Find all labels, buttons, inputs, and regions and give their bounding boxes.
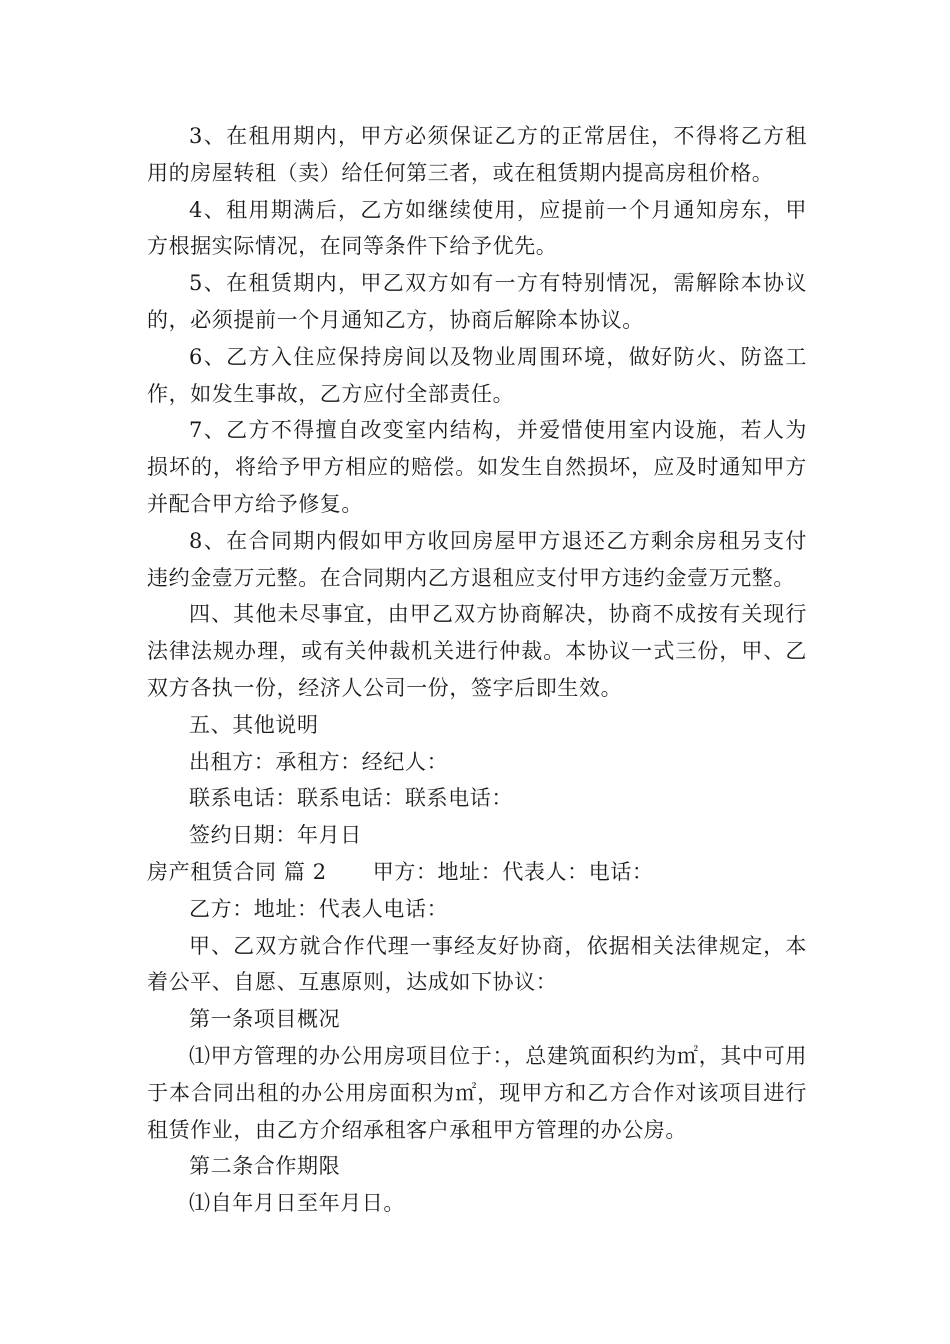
contract-2-title: 房产租赁合同 篇 2 (147, 859, 327, 884)
clause-7: 7、乙方不得擅自改变室内结构，并爱惜使用室内设施，若人为损坏的，将给予甲方相应的赔偿。如发生自然损坏，应及时通知甲方并配合甲方给予修复。 (147, 418, 807, 516)
clause-3: 3、在租用期内，甲方必须保证乙方的正常居住，不得将乙方租用的房屋转租（卖）给任何第三者，或在租赁期内提高房租价格。 (147, 124, 807, 185)
article-2-title: 第二条合作期限 (189, 1154, 341, 1179)
clause-5: 5、在租赁期内，甲乙双方如有一方有特别情况，需解除本协议的，必须提前一个月通知乙方，协商后解除本协议。 (147, 271, 807, 332)
sign-date-line: 签约日期：年月日 (189, 823, 362, 848)
clause-6: 6、乙方入住应保持房间以及物业周围环境，做好防火、防盗工作，如发生事故，乙方应付全部责任。 (147, 344, 807, 406)
clause-4: 4、租用期满后，乙方如继续使用，应提前一个月通知房东，甲方根据实际情况，在同等条件下给予优先。 (147, 197, 807, 259)
signers-line: 出租方：承租方：经纪人： (189, 749, 449, 774)
intro-paragraph: 甲、乙双方就合作代理一事经友好协商，依据相关法律规定，本着公平、自愿、互惠原则，达成如下协议： (147, 933, 807, 995)
party-b-line: 乙方：地址：代表人电话： (189, 896, 449, 921)
party-a-line: 甲方：地址：代表人：电话： (372, 859, 654, 884)
section-5-title: 五、其他说明 (189, 712, 319, 737)
clause-8: 8、在合同期内假如甲方收回房屋甲方退还乙方剩余房租另支付违约金壹万元整。在合同期内乙方退租应支付甲方违约金壹万元整。 (147, 528, 807, 590)
phones-line: 联系电话：联系电话：联系电话： (189, 786, 513, 811)
article-1-title: 第一条项目概况 (189, 1007, 341, 1032)
document-body (147, 118, 807, 1222)
section-4-paragraph: 四、其他未尽事宜，由甲乙双方协商解决，协商不成按有关现行法律法规办理，或有关仲裁机关进行仲裁。本协议一式三份，甲、乙双方各执一份，经济人公司一份，签字后即生效。 (147, 602, 807, 700)
article-2-body: ⑴自年月日至年月日。 (189, 1191, 405, 1216)
article-1-body: ⑴甲方管理的办公用房项目位于：，总建筑面积约为㎡，其中可用于本合同出租的办公用房面积为㎡，现甲方和乙方合作对该项目进行租赁作业，由乙方介绍承租客户承租甲方管理的办公房。 (147, 1043, 807, 1142)
contract-2-heading-line (147, 854, 807, 891)
